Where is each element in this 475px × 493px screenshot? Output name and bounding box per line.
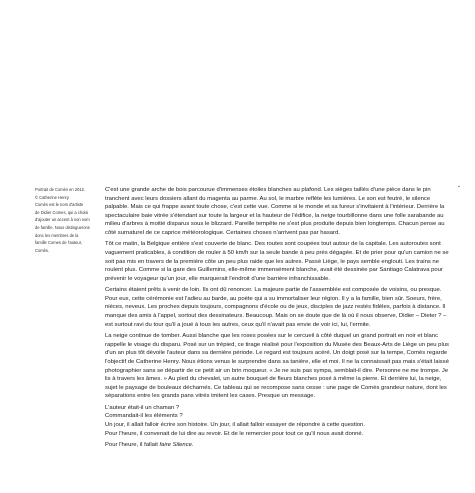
caption-line: Comès est le nom d'artiste	[35, 202, 84, 208]
caption-line: famille Comes de l'auteur,	[35, 240, 82, 246]
body-paragraph: La neige continue de tomber. Aussi blanche que les roses posées sur le cercueil à côté duquel un grand portrait en noir et blanc rappelle le visage du disparu. Posé sur un trépied, ce tirage réalisé pour l'exposition du Musée des Beaux-Arts de Liège un peu plus d'un an plus tôt dévoile l'auteur dans sa dernière période. Le regard est toujours acéré. Un doigt posé sur la tempe, Comès regarde l'objectif de Catherine Henry. Nous étions venus le surprendre dans sa tanière, elle et moi. Il ne la connaissait pas mais s'était laissé photographier sans se départir de ce petit air un brin moqueur. « Je ne suis pas sympa, semblait-il dire. Personne ne me trompe. Je lis à travers les âmes. » Au pied du chevalet, un autre bouquet de fleurs blanches posé à même la pierre. Et derrière lui, la neige, sujet le paysage de bouleaux décharnés. Ce tableau qui se recompose sans cesse : une page de Comès grandeur nature, dont les séparations entre les grands pans vitrés imitent les cases. Presque un message.	[105, 333, 449, 400]
closing-line	[105, 441, 450, 450]
footnote-marker-icon: ▪	[458, 184, 460, 190]
verse-line: L'auteur était-il un chaman ?	[105, 404, 180, 411]
caption-line: de famille. Nous distinguerons	[35, 224, 90, 230]
caption-line: © Catherine Henry	[35, 194, 69, 200]
body-paragraph: C'est une grande arche de bois parcourue d'immenses étoiles blanches au plafond. Les sièges taillés d'une pièce dans le pin tranchent avec leurs dossiers allant du magenta au parme. Au sol, le marbre reflète les lumières. Le son est feutré, le silence palpable. Mais ce qui frappe avant toute chose, c'est cette vue. Comme si le monde et sa fureur s'invitaient à l'intérieur. Derrière la spectaculaire baie vitrée s'étendant sur toute la largeur et la hauteur de l'édifice, la neige tourbillonne dans une folle sarabande au milieu d'arbres à moitié disparus sous le blizzard. Pareille tempête ne s'est plus produite depuis bien longtemps. Chacun pense au côté surnaturel de ce caprice météorologique. Certaines choses n'arrivent pas par hasard.	[105, 187, 445, 236]
article-body	[105, 186, 450, 453]
closing-suffix: .	[191, 442, 194, 449]
verse-line: Pour l'heure, il convenait de lui dire au revoir. Et de le remercier pour tout ce qu'il nous avait donné.	[105, 430, 364, 437]
closing-emphasis: faire Silence	[159, 442, 192, 449]
caption-line: de Didier Comes, qui a choisi	[35, 209, 89, 215]
photo-caption	[35, 186, 97, 254]
body-paragraph: Certains étaient prêts à venir de loin. Ils ont dû renoncer. La majeure partie de l'assemblée est composée de voisins, ou presque. Pour eux, cette cérémonie est l'adieu au barde, au poète qui a su immortaliser leur région. Il y a la famille, bien sûr. Soeurs, frère, nièces, neveux. Les proches depuis toujours, compagnons d'école ou de jeux, disciples de jazz restés fidèles, parfois à distance. Il manque des amis à l'appel, sortout des dessinateurs. Beaucoup. Mais on se doute que de là où il nous observe, Didier – Dieter ? – est surtout ravi du tour qu'il a joué à tous les autres, ceux qu'il n'avait pas envie de voir ici, lui, l'ermite.	[105, 287, 447, 328]
caption-line: Portrait de Comès en 2012.	[35, 187, 86, 192]
caption-line: donc les membres de la	[35, 232, 79, 238]
verse-line: Un jour, il allait falloir écrire son histoire. Un jour, il allait falloir essayer de répondre à cette question.	[105, 421, 365, 428]
closing-prefix: Pour l'heure, il fallait	[105, 442, 160, 449]
caption-line: d'ajouter un accent à son nom	[35, 217, 90, 223]
verse-line: Commandait-il les éléments ?	[105, 413, 183, 420]
caption-line: Comès.	[35, 247, 50, 253]
body-paragraph: Tôt ce matin, la Belgique entière s'est couverte de blanc. Des routes sont coupées tout autour de la capitale. Les autoroutes sont vaguement praticables, à condition de rouler à 50 km/h sur la seule bande à peu près dégagée. Et de prier pour qu'un camion ne se soit pas mis en travers de la première côte un peu plus raide que les autres. Passé Liège, le pays semble englouti. Les trains ne roulent plus. Comme si la gare des Guillemins, elle-même immensément blanche, avait été dessinée par Santiago Calatrava pour prévenir le voyageur qu'un jour, elle marquerait l'endroit d'une barrière infranchissable.	[105, 241, 449, 282]
